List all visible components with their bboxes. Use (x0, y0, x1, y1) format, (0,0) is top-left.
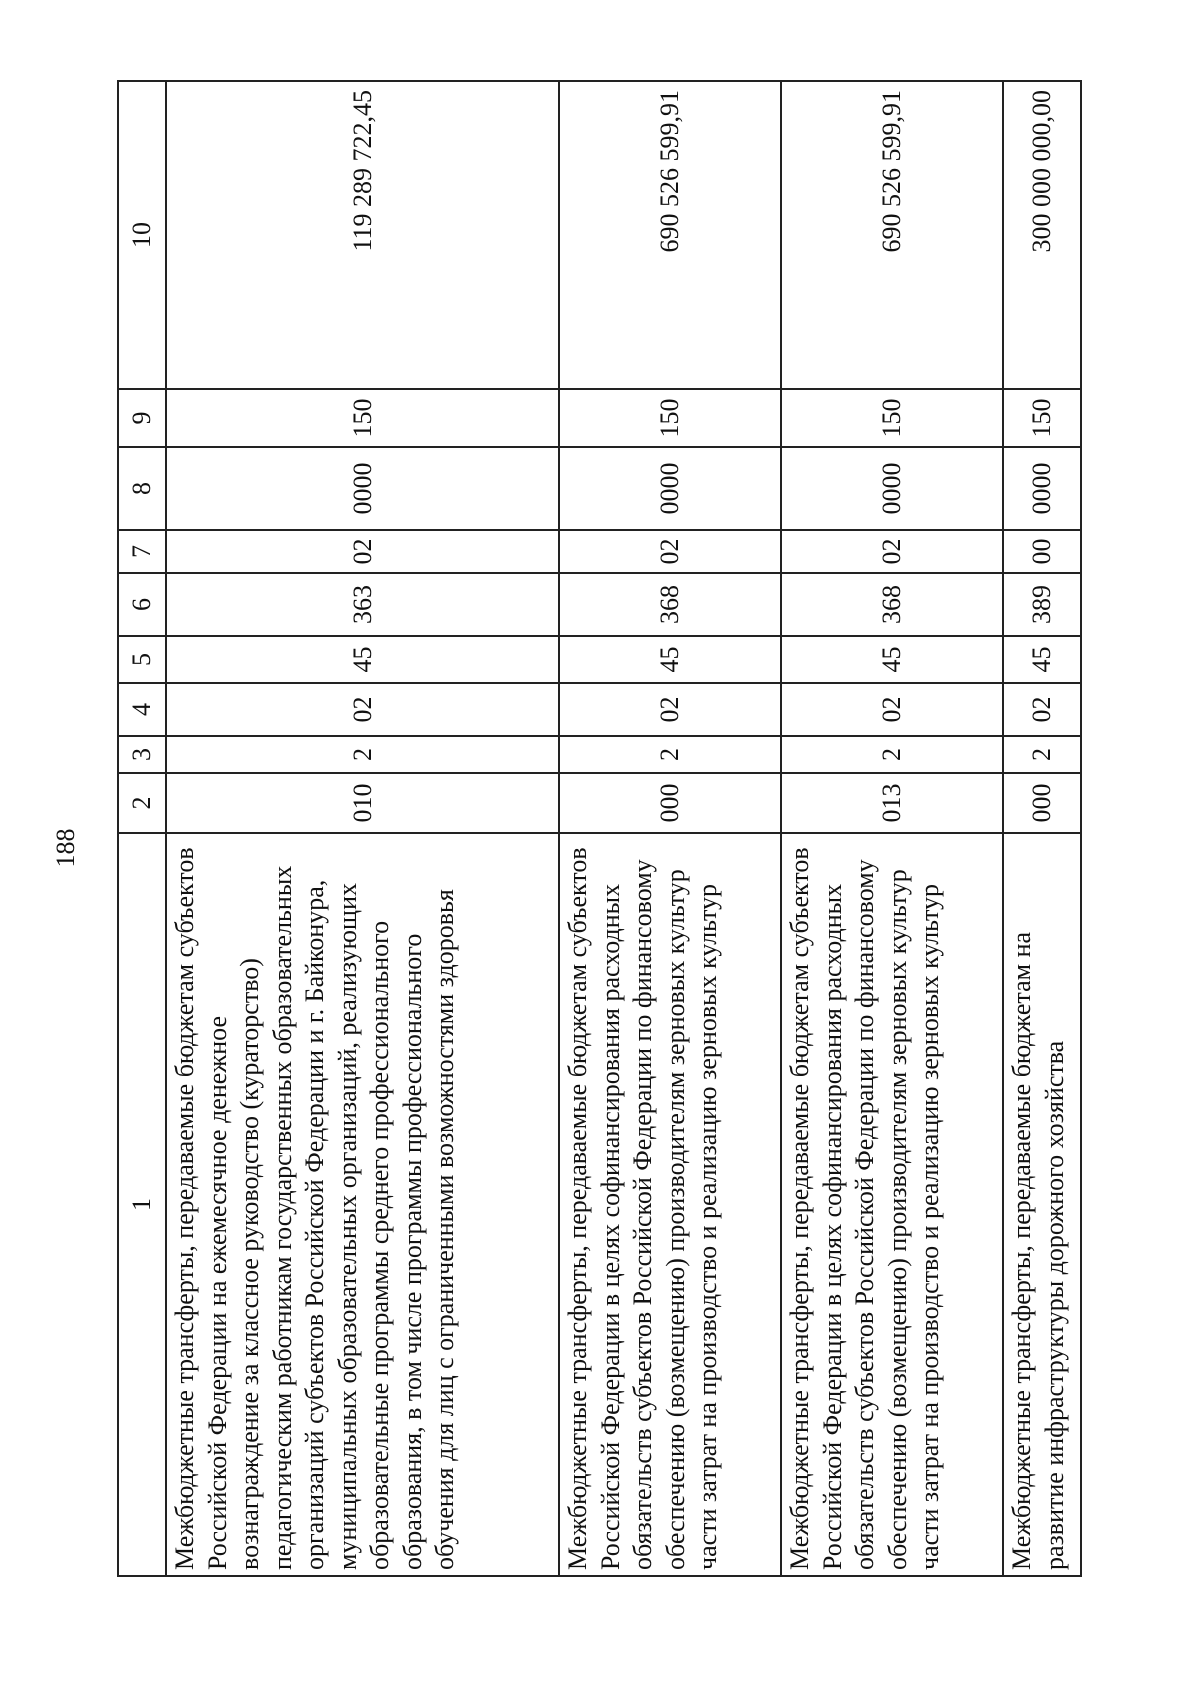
cell-col3: 2 (166, 736, 559, 773)
cell-col2: 000 (559, 773, 781, 833)
cell-col6: 368 (559, 573, 781, 636)
cell-col8: 0000 (166, 447, 559, 530)
cell-col2: 010 (166, 773, 559, 833)
cell-col9: 150 (1003, 389, 1081, 447)
cell-col6: 363 (166, 573, 559, 636)
cell-col3: 2 (1003, 736, 1081, 773)
rotated-table-wrapper (117, 82, 1082, 1577)
cell-col7: 02 (781, 530, 1003, 573)
cell-amount: 690 526 599,91 (559, 81, 781, 389)
cell-col8: 0000 (781, 447, 1003, 530)
cell-col4: 02 (559, 683, 781, 736)
header-cell: 8 (118, 447, 166, 530)
cell-amount: 300 000 000,00 (1003, 81, 1081, 389)
cell-col7: 02 (559, 530, 781, 573)
cell-col4: 02 (166, 683, 559, 736)
cell-amount: 690 526 599,91 (781, 81, 1003, 389)
cell-col2: 013 (781, 773, 1003, 833)
cell-col2: 000 (1003, 773, 1081, 833)
cell-col9: 150 (559, 389, 781, 447)
cell-col5: 45 (559, 636, 781, 683)
cell-col5: 45 (166, 636, 559, 683)
header-cell: 3 (118, 736, 166, 773)
budget-table (117, 80, 1082, 1577)
cell-col8: 0000 (559, 447, 781, 530)
cell-col9: 150 (781, 389, 1003, 447)
cell-col7: 00 (1003, 530, 1081, 573)
header-cell: 5 (118, 636, 166, 683)
header-cell: 7 (118, 530, 166, 573)
row-description: Межбюджетные трансферты, передаваемые бюджетам на развитие инфраструктуры дорожного хозяйства (1003, 833, 1081, 1576)
cell-col6: 368 (781, 573, 1003, 636)
page-number: 188 (51, 828, 80, 868)
cell-col4: 02 (781, 683, 1003, 736)
table-row (166, 81, 559, 1576)
header-cell: 10 (118, 81, 166, 389)
cell-col3: 2 (559, 736, 781, 773)
row-description: Межбюджетные трансферты, передаваемые бюджетам субъектов Российской Федерации на ежемесячное денежное вознаграждение за классное руководство (кураторство) педагогическим работникам государственных образовательных организаций субъектов Российской Федерации и г. Байконура, муниципальных образовательных организаций, реализующих образовательные программы среднего профессионального образования, в том числе программы профессионального обучения для лиц с ограниченными возможностями здоровья (166, 833, 559, 1576)
header-cell: 1 (118, 833, 166, 1576)
cell-amount: 119 289 722,45 (166, 81, 559, 389)
header-cell: 6 (118, 573, 166, 636)
header-cell: 4 (118, 683, 166, 736)
header-cell: 9 (118, 389, 166, 447)
cell-col5: 45 (781, 636, 1003, 683)
cell-col5: 45 (1003, 636, 1081, 683)
row-description: Межбюджетные трансферты, передаваемые бюджетам субъектов Российской Федерации в целях софинансирования расходных обязательств субъектов Российской Федерации по финансовому обеспечению (возмещению) производителям зерновых культур части затрат на производство и реализацию зерновых культур (559, 833, 781, 1576)
cell-col8: 0000 (1003, 447, 1081, 530)
table-row (1003, 81, 1081, 1576)
cell-col3: 2 (781, 736, 1003, 773)
cell-col7: 02 (166, 530, 559, 573)
cell-col6: 389 (1003, 573, 1081, 636)
cell-col9: 150 (166, 389, 559, 447)
table-row (559, 81, 781, 1576)
row-description: Межбюджетные трансферты, передаваемые бюджетам субъектов Российской Федерации в целях софинансирования расходных обязательств субъектов Российской Федерации по финансовому обеспечению (возмещению) производителям зерновых культур части затрат на производство и реализацию зерновых культур (781, 833, 1003, 1576)
table-row (781, 81, 1003, 1576)
header-row (118, 81, 166, 1576)
header-cell: 2 (118, 773, 166, 833)
cell-col4: 02 (1003, 683, 1081, 736)
